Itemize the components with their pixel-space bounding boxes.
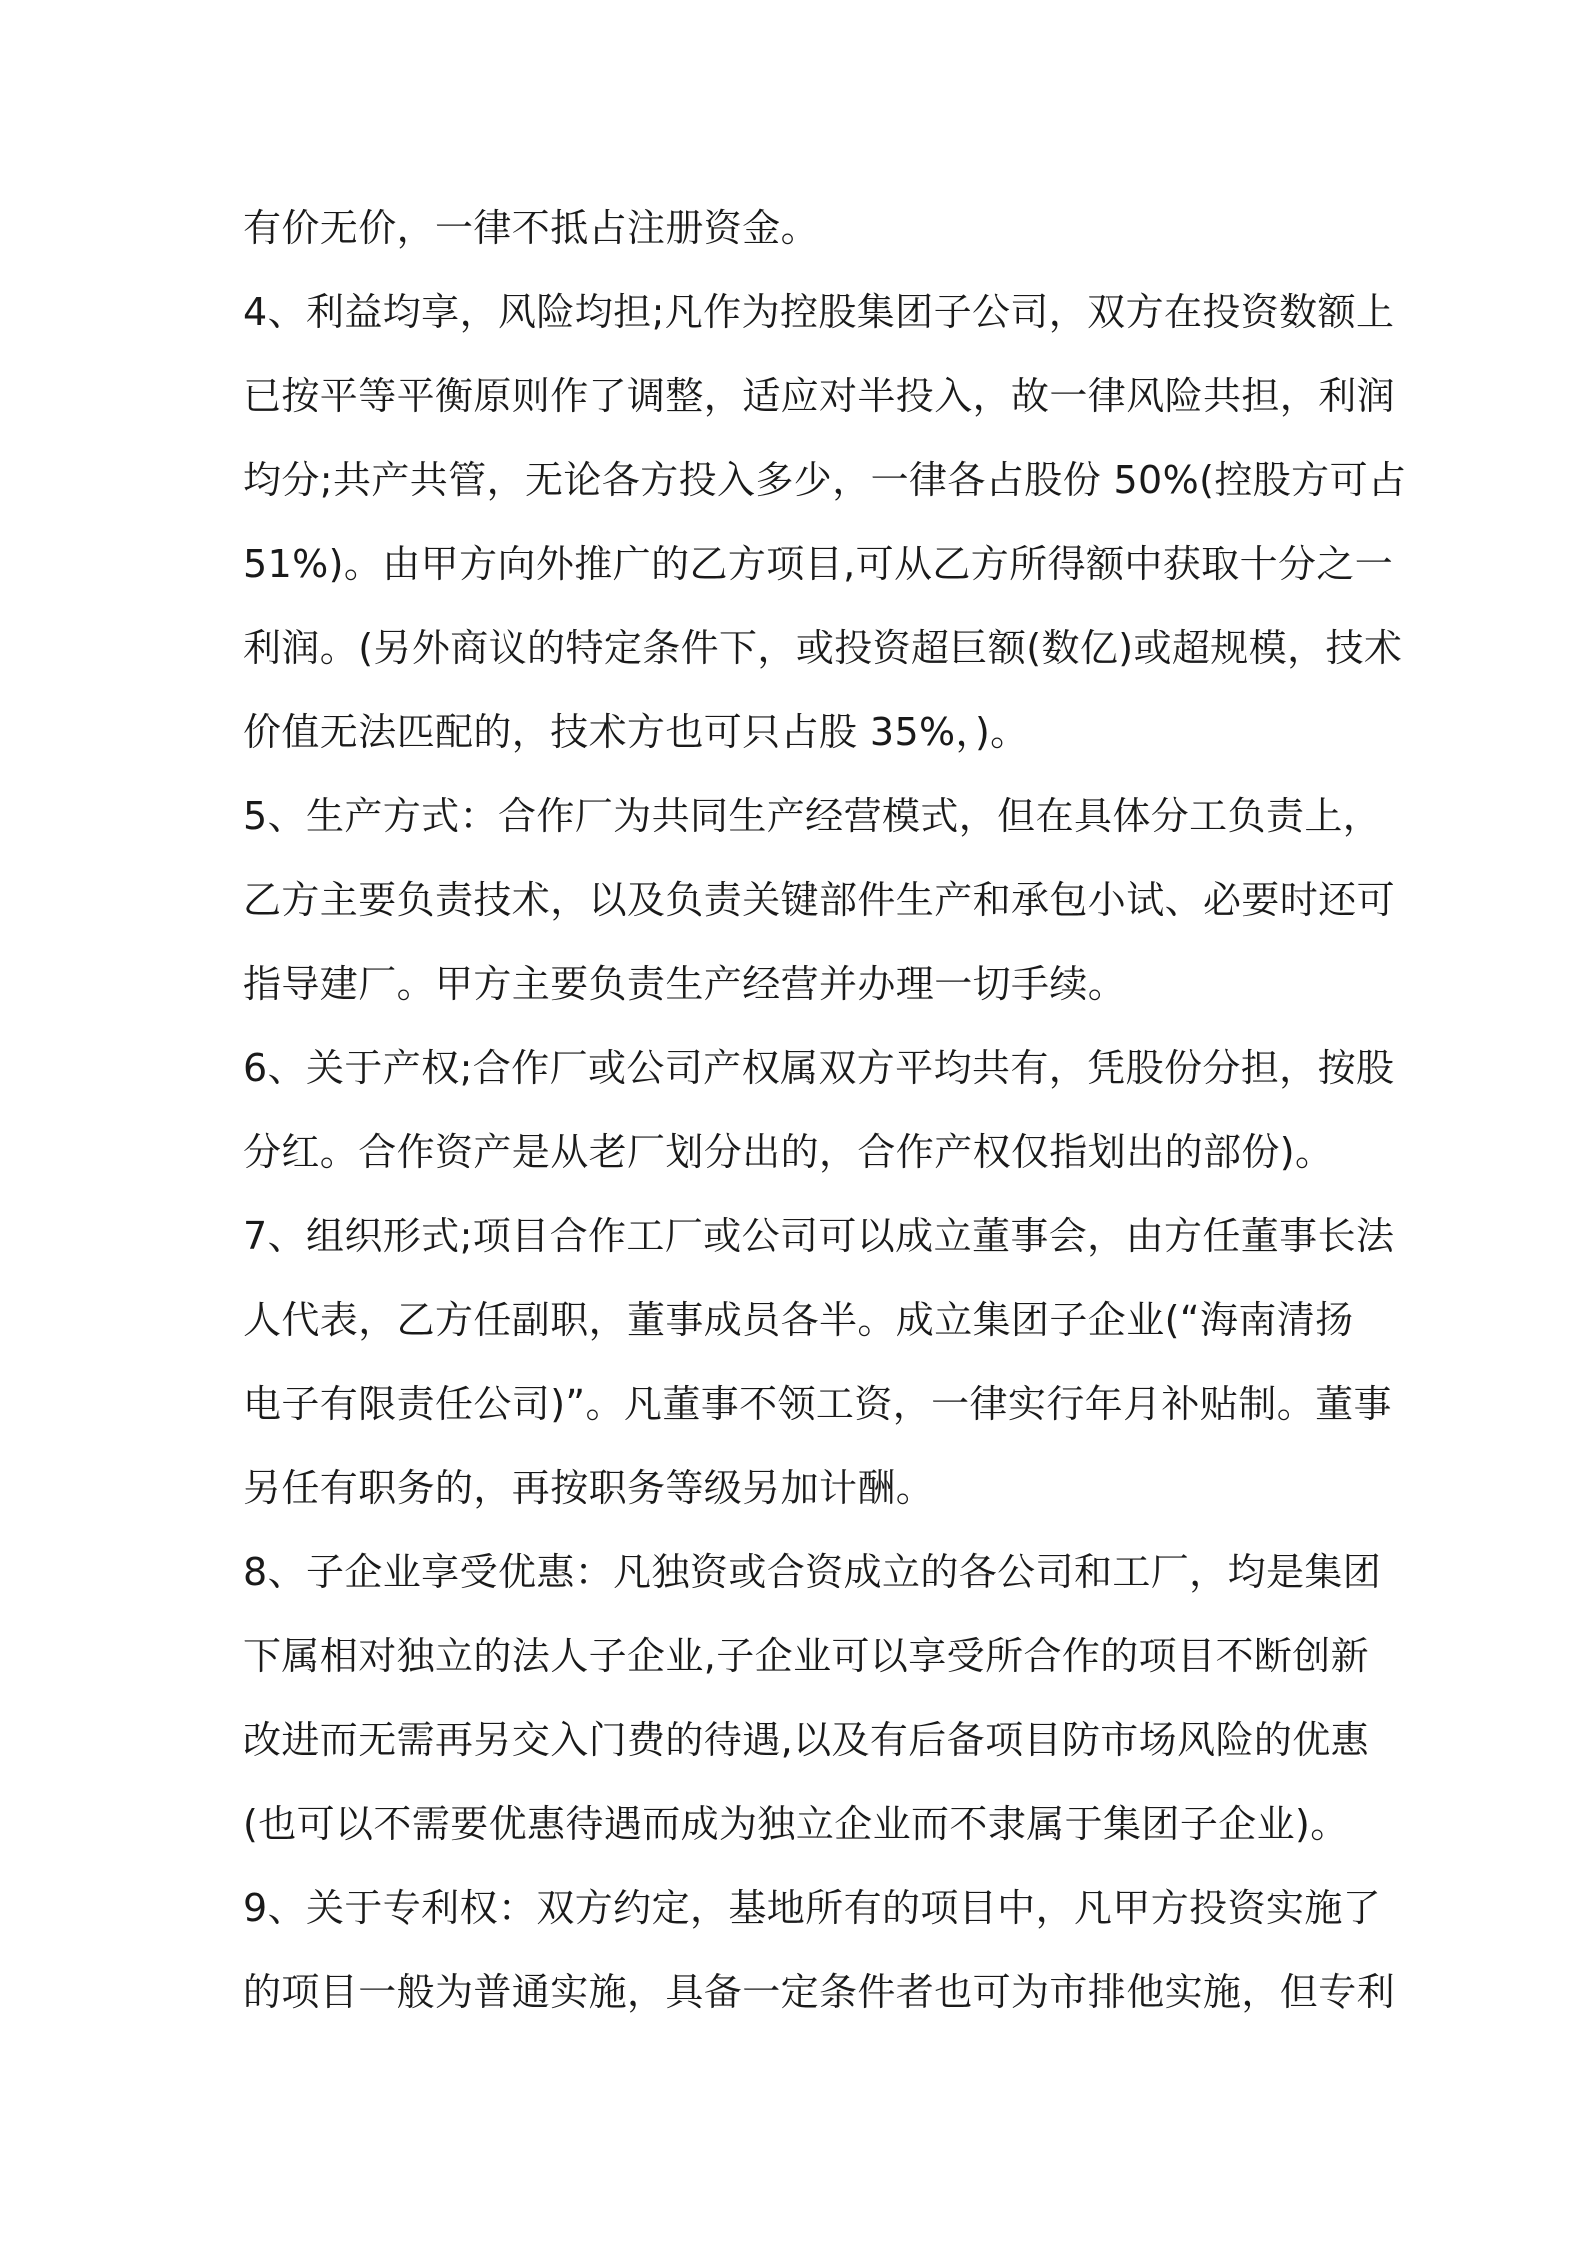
text-line: 价值无法匹配的，技术方也可只占股 35%，)。 [243,710,1029,754]
text-line: 6、关于产权;合作厂或公司产权属双方平均共有，凭股份分担，按股 [243,1046,1395,1090]
text-line: 改进而无需再另交入门费的待遇,以及有后备项目防市场风险的优惠 [243,1718,1370,1762]
text-line: 已按平等平衡原则作了调整，适应对半投入，故一律风险共担，利润 [243,374,1396,418]
text-line: 均分;共产共管，无论各方投入多少，一律各占股份 50%(控股方可占 [243,458,1407,502]
text-line: 另任有职务的，再按职务等级另加计酬。 [243,1466,935,1510]
document-body [243,186,1407,2034]
text-line: 7、组织形式;项目合作工厂或公司可以成立董事会，由方任董事长法 [243,1214,1395,1258]
text-line: 下属相对独立的法人子企业,子企业可以享受所合作的项目不断创新 [243,1634,1370,1678]
text-line: (也可以不需要优惠待遇而成为独立企业而不隶属于集团子企业)。 [243,1802,1349,1846]
text-line: 乙方主要负责技术，以及负责关键部件生产和承包小试、必要时还可 [243,878,1396,922]
text-line: 利润。(另外商议的特定条件下，或投资超巨额(数亿)或超规模，技术 [243,626,1403,670]
text-line: 51%)。由甲方向外推广的乙方项目,可从乙方所得额中获取十分之一 [243,542,1394,586]
text-line: 8、子企业享受优惠：凡独资或合资成立的各公司和工厂，均是集团 [243,1550,1382,1594]
text-line: 电子有限责任公司)”。凡董事不领工资，一律实行年月补贴制。董事 [243,1382,1392,1426]
text-line: 有价无价，一律不抵占注册资金。 [243,206,820,250]
text-line: 9、关于专利权：双方约定，基地所有的项目中，凡甲方投资实施了 [243,1886,1382,1930]
text-line: 的项目一般为普通实施，具备一定条件者也可为市排他实施，但专利 [243,1970,1396,2014]
text-line: 4、利益均享，风险均担;凡作为控股集团子公司，双方在投资数额上 [243,290,1395,334]
text-line: 人代表，乙方任副职，董事成员各半。成立集团子企业(“海南清扬 [243,1298,1354,1342]
text-line: 5、生产方式：合作厂为共同生产经营模式，但在具体分工负责上， [243,794,1382,838]
text-line: 指导建厂。甲方主要负责生产经营并办理一切手续。 [243,962,1127,1006]
text-line: 分红。合作资产是从老厂划分出的，合作产权仅指划出的部份)。 [243,1130,1334,1174]
